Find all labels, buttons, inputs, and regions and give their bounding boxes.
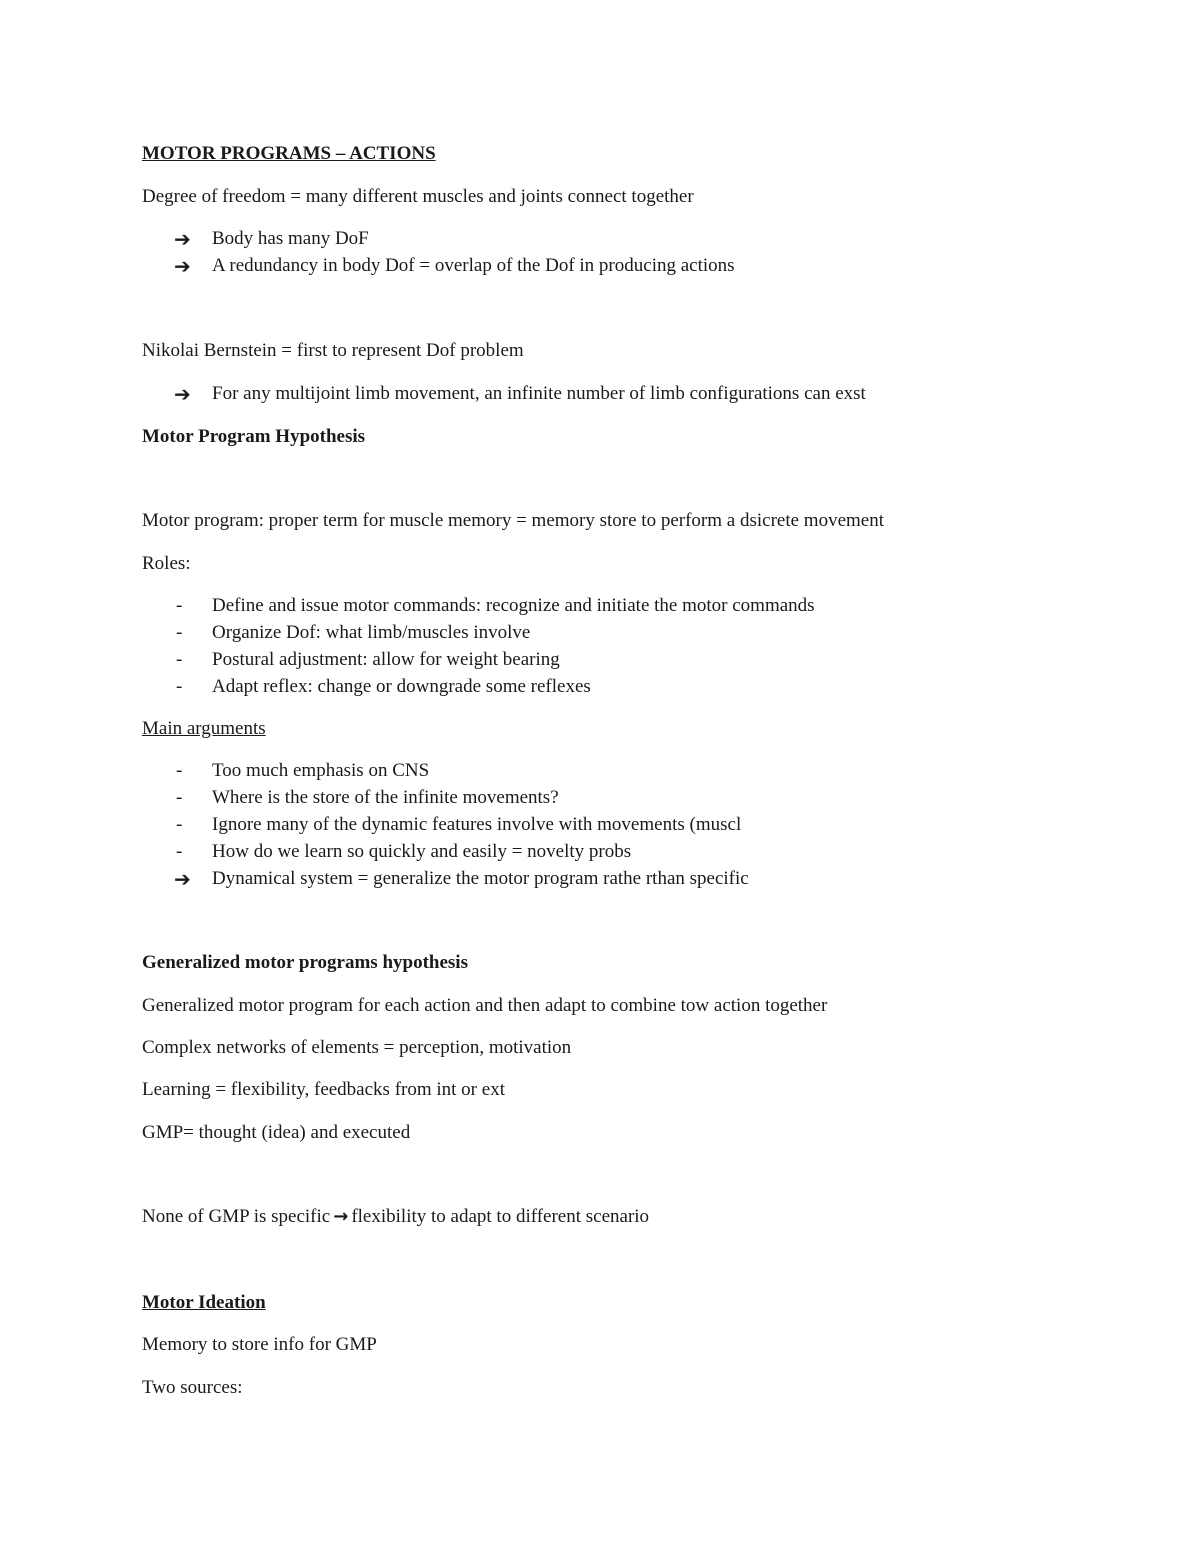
bernstein-paragraph: Nikolai Bernstein = first to represent Dof problem [142, 340, 524, 361]
gmp-paragraph: Complex networks of elements = perception, motivation [142, 1037, 572, 1058]
motor-program-definition: Motor program: proper term for muscle memory = memory store to perform a dsicrete movement [142, 510, 884, 531]
motor-ideation-paragraph: Memory to store info for GMP [142, 1334, 377, 1355]
gmp-specific-paragraph: None of GMP is specific → flexibility to adapt to different scenario [142, 1206, 650, 1227]
arrow-bullet-icon: ➔ [174, 867, 191, 891]
section-heading-motor-ideation: Motor Ideation [142, 1292, 266, 1313]
main-arguments-label: Main arguments [142, 718, 266, 739]
document-page: MOTOR PROGRAMS – ACTIONS Degree of freedom = many different muscles and joints connect together ➔ Body has many DoF ➔ A redundancy in body Dof = overlap of the Dof in producing actions Nikolai Bernstein = first to represent Dof problem ➔ For any multijoint limb movement, an infinite number of limb configurations can exst Motor Program Hypothesis Motor program: proper term for muscle memory = memory store to perform a dsicrete movement Roles: - Define and issue motor commands: recognize and initiate the motor commands - Organize Dof: what limb/muscles involve - Postural adjustment: allow for weight bearing - Adapt reflex: change or downgrade some reflexes Main arguments - Too much emphasis on CNS - Where is the store of the infinite movements? - Ignore many of the dynamic features involve with movements (muscl - How do we learn so quickly and easily = novelty probs ➔ Dynamical system = generalize the motor program rathe rthan specific Generalized motor programs hypothesis Generalized motor program for each action and then adapt to combine tow action together Complex networks of elements = perception, motivation Learning = flexibility, feedbacks from int or ext GMP= thought (idea) and executed None of GMP is specific → flexibility to adapt to different scenario Motor Ideation Memory to store info for GMP Two sources: [142, 143, 884, 1398]
arrow-bullet-icon: ➔ [174, 227, 191, 251]
section-heading-gmp-hypothesis: Generalized motor programs hypothesis [142, 952, 468, 973]
dof-definition: Degree of freedom = many different muscles and joints connect together [142, 186, 694, 207]
arrow-right-icon: → [333, 1206, 349, 1227]
gmp-paragraph: Generalized motor program for each action and then adapt to combine tow action together [142, 995, 828, 1016]
gmp-paragraph: GMP= thought (idea) and executed [142, 1122, 411, 1143]
page-title: MOTOR PROGRAMS – ACTIONS [142, 143, 436, 164]
section-heading-motor-program-hypothesis: Motor Program Hypothesis [142, 426, 366, 447]
arrow-bullet-icon: ➔ [174, 254, 191, 278]
roles-label: Roles: [142, 553, 191, 574]
arrow-bullet-icon: ➔ [174, 382, 191, 406]
motor-ideation-paragraph: Two sources: [142, 1377, 243, 1398]
gmp-paragraph: Learning = flexibility, feedbacks from int or ext [142, 1079, 505, 1100]
